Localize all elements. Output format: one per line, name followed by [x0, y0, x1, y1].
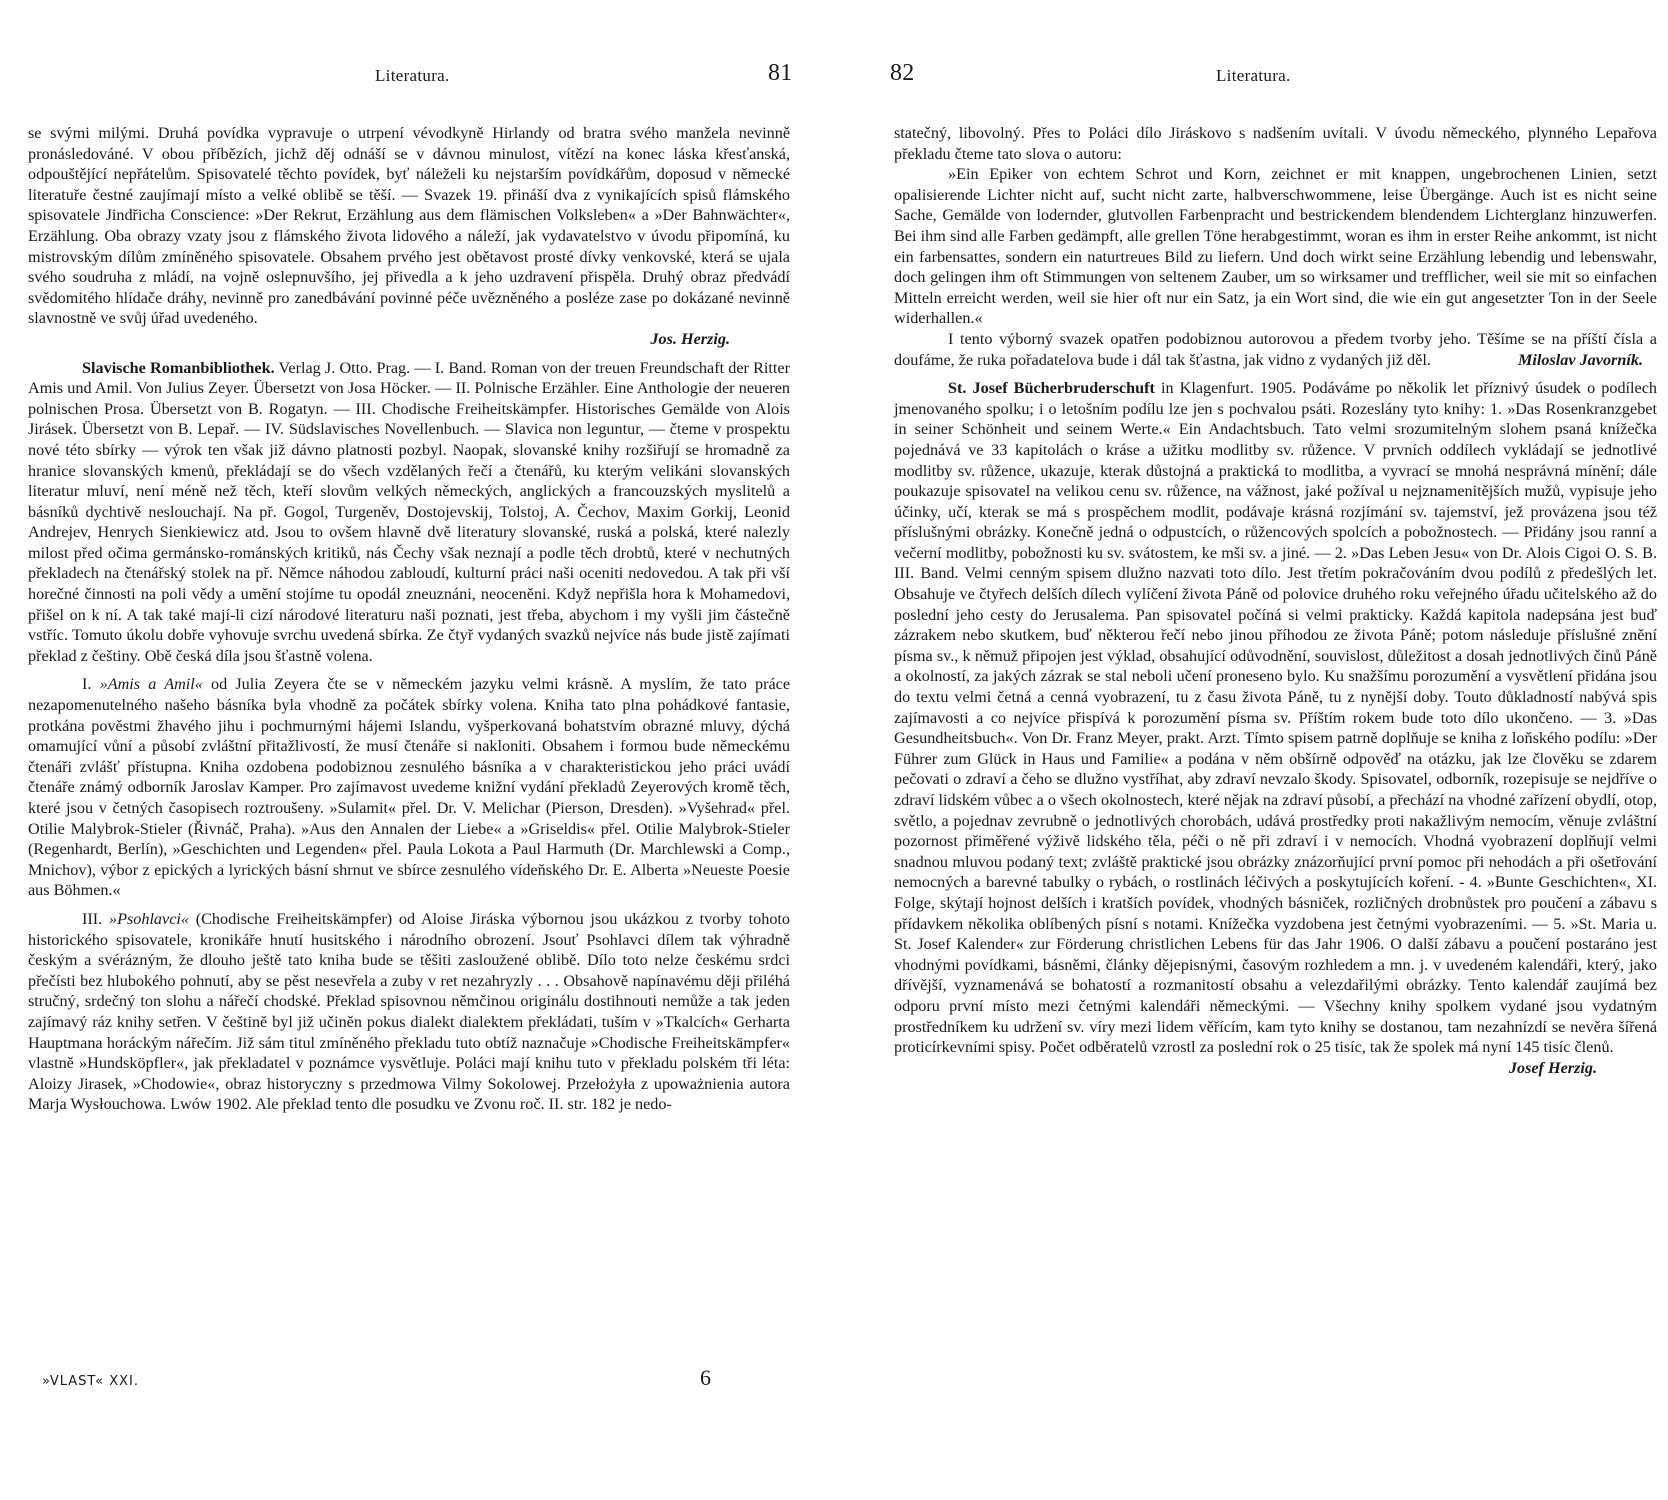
- review-title: Slavische Romanbibliothek.: [82, 358, 275, 377]
- closing-paragraph: [894, 329, 1657, 370]
- review-bucherbruderschaft: [894, 378, 1657, 1058]
- signature-javornik: Miloslav Javorník.: [1517, 350, 1643, 369]
- right-page-header: [834, 58, 1668, 98]
- review-text: Verlag J. Otto. Prag. — I. Band. Roman von der treuen Freundschaft der Ritter Amis und Amil. Von Julius Zeyer. Übersetzt von Josa Höcker. — II. Polnische Erzähler. Eine Anthologie der neueren polnischen Prosa. Übersetzt von B. Rogatyn. — III. Chodische Freiheitskämpfer. Historisches Gemälde von Alois Jirásek. Übersetzt von B. Lepař. — IV. Südslavisches Novellenbuch. — Slavica non leguntur, — čteme v prospektu nové této sbírky — výrok ten však již dávno platnosti pozbyl. Naopak, slovanské knihy rozšiřují se hromadně za hranice slovanských kmenů, překládají se do všech vzdělaných řečí a čtenářů, ku kterým velikáni slovanských literatur mluví, není méně než těch, kteří slovům velkých německých, anglických a francouzských myslitelů a básníků dychtivě neslouchají. Na př. Gogol, Turgeněv, Dostojevskij, Tolstoj, A. Čechov, Maxim Gorkij, Leonid Andrejev, Henrych Sienkiewicz atd. Jsou to ovšem hlavně dvě literatury slovanské, ruská a polská, které nalezly milost před očima germánsko-románských kritiků, nás Čechy však neznají a podle těch drobtů, které v nechutných překladech na čtenářský stolek na př. Němce náhodou zabloudí, kulturní práci naši oceniti nedovedou. A tak při vší horečné činnosti na poli vědy a umění stojíme tu opodál zneuznáni, neoceněni. Když nepřišla hora k Mohamedovi, přišel on k ní. A tak také mají-li cizí národové literaturu naši poznati, jest třeba, abychom i my vyšli jim částečně vstříc. Tomuto úkolu dobře vyhovuje svrchu uvedená sbírka. Ze čtyř vydaných svazků nejvíce nás bude jistě zajímati překlad z češtiny. Obě česká díla jsou šťastně volena.: [28, 358, 790, 665]
- running-title: Literatura.: [1216, 66, 1291, 85]
- review-slavische-romanbibliothek: [28, 358, 790, 667]
- review-psohlavci: [28, 909, 790, 1115]
- volume-number: III.: [82, 909, 109, 928]
- review-text: in Klagenfurt. 1905. Podáváme po několik let příznivý úsudek o podílech jmenovaného spolku; i o letošním podílu lze jen s pochvalou psáti. Rozeslány tyto knihy: 1. »Das Rosenkranzgebet in seiner Schönheit und seinem Werte.« Ein Andachtsbuch. Tato velmi srozumitelným slohem psaná knížečka pojednává ve 33 kapitolách o kráse a užitku modlitby sv. růžence. V prvních oddílech vykládají se jednotlivé modlitby sv. růžence, ukazuje, kterak důstojná a praktická to modlitba, a vyvrací se mnohá nesprávná mínění; dále poukazuje spisovatel na velikou cenu sv. růžence, na vážnost, jaké požíval u nejznamenitějších mužů, vypisuje jeho účinky, učí, kterak se má s prospěchem modlit, podávaje krásná rozjímání sv. tajemství, jež provázena jsou též příslušnými obrázky. Konečně jedná o odpustcích, o růžencových spolcích a pobožnostech. — Přidány jsou ranní a večerní modlitby, pobožnosti ku sv. svátostem, ke mši sv. a jiné. — 2. »Das Leben Jesu« von Dr. Alois Cigoi O. S. B. III. Band. Velmi cenným spisem dlužno nazvati toto dílo. Jest třetím pokračováním dvou podílů z předešlých let. Obsahuje ve čtyřech delších dílech vylíčení života Páně od polovice druhého roku veřejného úřadu učitelského až do poslední jeho cesty do Jerusalema. Pan spisovatel počíná si velmi prakticky. Každá kapitola nadepsána jest buď zázrakem nebo skutkem, buď některou řečí nebo jinou příhodou ze života Páně; potom následuje příslušné znění písma sv., k němuž připojen jest výklad, obsahující odůvodnění, souvislost, důležitost a dosah jednotlivých činů Páně a okolností, za jakých zázrak se stal neboli učení proneseno bylo. Ku snažšímu porozumění a vysvětlení přidána jsou do textu velmi četná a cenná vyobrazení, tu z času života Páně, tu z nynější doby. Touto důkladností nabývá spis zajímavosti a co nejvíce přispívá k porozumění písma sv. Příštím rokem bude toto dílo ukončeno. — 3. »Das Gesundheitsbuch«. Von Dr. Franz Meyer, prakt. Arzt. Tímto spisem patrně doplňuje se kniha z loňského podílu: »Der Führer zum Glück in Haus und Familie« a podána v něm obšírně odpověď na otázku, jak lze člověku se zdarem pečovati o zdraví a čeho se dlužno vystříhat, aby zdraví nevzalo škody. Spisovatel, odborník, rozepisuje se nejdříve o zdraví lidském vůbec a o všech okolnostech, které nějak na zdraví působí, a přechází na vhodné zařízení obydlí, otop, světlo, a pojednav zevrubně o jednotlivých chorobách, udává prostředky proti nakažlivým nemocím, věnuje zvláštní pozornost přiměřené výživě lidského těla, péči o ně při zdraví i v nemocích. Vhodná vyobrazení doplňují velmi snadnou mluvou podaný text; zvláště praktické jsou obrázky znázorňující první pomoc při nehodách a při ošetřování nemocných a barevné tabulky o rybách, o rostlinách léčivých a poskytujících koření. - 4. »Bunte Geschichten«, XI. Folge, skýtají hojnost delších i kratších povídek, vhodných básniček, rozličných drobnůstek pro poučení a zábavu s přídavkem několika oblíbených písní s notami. Knížečka vyzdobena jest četnými vyobrazeními. — 5. »St. Maria u. St. Josef Kalender« zur Förderung christlichen Lebens für das Jahr 1906. O další zábavu a poučení postaráno jest vhodnými povídkami, básněmi, články dějepisnými, časovým rozhledem a mn. j. v uvedeném kalendáři, který, jako dřívější, vyznamenává se bohatostí a rozmanitostí obsahu a velezdařilými obrázky. Tento kalendář zaujímá bez odporu první místo mezi četnými kalendáři německými. — Všechny knihy spolkem vydané jsou vydatným prostředníkem ku udržení sv. víry mezi lidem věřícím, kam tyto knihy se dostanou, tam nezahnízdí se nevěra šířená proticírkevními spisy. Počet odběratelů vzrostl za poslední rok o 25 tisíc, tak že spolek má nyní 145 tisíc členů.: [894, 379, 1657, 1057]
- left-page-header: [0, 58, 834, 98]
- right-page-body: [894, 123, 1657, 1078]
- left-page-footer: [30, 1365, 792, 1395]
- running-title: Literatura.: [375, 66, 450, 85]
- paragraph-continuation: statečný, libovolný. Přes to Poláci dílo Jiráskovo s nadšením uvítali. V úvodu německého, plynného Lepařova překladu čteme tato slova o autoru:: [894, 124, 1657, 163]
- page-number: 82: [890, 60, 915, 86]
- review-title: St. Josef Bücherbruderschuft: [948, 379, 1155, 398]
- work-title: »Amis a Amil«: [99, 675, 203, 694]
- review-text: od Julia Zeyera čte se v německém jazyku velmi krásně. A myslím, že tato práce nezapomenutelného našeho básníka byla vhodně za počátek sbírky volena. Kniha tato plna pohádkové fantasie, protkána pověstmi žhavého jihu i pochmurnými hájemi Islandu, vyšperkovaná bohatstvím obrazné mluvy, dýchá omamující vůní a působí zvláštní přitažlivostí, že musí čtenáře si nakloniti. Obsahem i formou bude německému čtenáři zvlášť přístupna. Kniha ozdobena podobiznou zesnulého básníka a v charakteristickou jeho práci uvádí čtenáře známý odborník Jaroslav Kamper. Pro zajímavost uvedeme knižní vydání překladů Zeyerových kromě těch, které jsou v četných časopisech roztroušeny. »Sulamit« přel. Dr. V. Melichar (Pierson, Dresden). »Vyšehrad« přel. Otilie Malybrok-Stieler (Řivnáč, Praha). »Aus den Annalen der Liebe« a »Griseldis« přel. Otilie Malybrok-Stieler (Regenhardt, Berlín), »Geschichten und Legenden« přel. Paula Lokota a Paul Harmuth (Dr. Marchlewski a Comp., Mnichov), výbor z epických a lyrických básní shrnut ve sbírce zesnulého vídeňského Dr. E. Alberta »Neueste Poesie aus Böhmen.«: [28, 675, 791, 900]
- closing-text: I tento výborný svazek opatřen podobiznou autorovou a předem tvorby jeho. Těšíme se na příští čísla a doufáme, že ruka pořadatelova bude i dál tak šťastna, jak vidno z vydaných již děl.: [894, 329, 1657, 369]
- sheet-number: 6: [700, 1365, 711, 1390]
- left-page-body: [28, 123, 790, 1115]
- signature-herzig: Jos. Herzig.: [650, 329, 730, 348]
- work-title: »Psohlavci«: [108, 909, 189, 928]
- journal-signature: »VLAST« XXI.: [42, 1374, 140, 1389]
- review-amis-a-amil: [28, 674, 790, 901]
- german-quote: »Ein Epiker von echtem Schrot und Korn, zeichnet er mit knappen, ungebrochenen Linien, setzt opalisierende Lichter nicht auf, sucht nicht zarte, halbverschwommene, leise Übergänge. Auch ist es nicht seine Sache, Gemälde von lodernder, glutvollen Farbenpracht und bestrickendem blendendem Lichterglanz hinzuwerfen. Bei ihm sind alle Farben gedämpft, alle grellen Töne herabgestimmt, woran es ihm in erster Reihe ankommt, ist nicht ein farbensattes, sondern ein naturtreues Bild zu liefern. Und doch wirkt seine Erzählung lebendig und lebenswahr, doch gelingen ihm oft Stimmungen von seltenem Zauber, um so wirksamer und trefflicher, weil sie mit so einfachen Mitteln erreicht werden, weil sie hier oft nur ein Satz, ja ein Wort sind, die wie ein gut angesetzter Ton in der Seele widerhallen.«: [894, 165, 1657, 328]
- signature-herzig: Josef Herzig.: [1508, 1058, 1597, 1077]
- right-page: [834, 0, 1668, 1500]
- paragraph-continuation: se svými milými. Druhá povídka vypravuje o utrpení vévodkyně Hirlandy od bratra svého manžela nevinně pronásledováné. V obou příbězích, jichž děj odnáší se v dávnou minulost, vítězí na konec láska křesťanská, odpouštějící nepřátelům. Spisovatelé těchto povídek, byť náleželi ku nejstarším povídkářům, doposud v německé literatuře čestné zaujímají místo a velké oblibě se těší. — Svazek 19. přináší dva z vynikajících spisů flámského spisovatele Jindřicha Conscience: »Der Rekrut, Erzählung aus dem flämischen Volksleben« a »Der Bahnwächter«, Erzählung. Oba obrazy vzaty jsou z flámského života lidového a náleží, jak vydavatelstvo v úvodu připomíná, ku mistrovským dílům zmíněného spisovatele. Obsahem prvého jest obětavost prosté dívky venkovské, která se ujala svého soudruha z mládí, na vojně oslepnuvšího, jej přivedla a k jeho uzdravení přispěla. Druhý obraz předvádí svědomitého hlídače dráhy, nevinně pro zanedbávání povinné péče uvězněného a posléze zase po dokázané nevinně slavnostně ve svůj úřad uvedeného.: [28, 124, 790, 328]
- page-number: 81: [768, 60, 793, 86]
- volume-number: I.: [82, 675, 100, 694]
- review-text: (Chodische Freiheitskämpfer) od Aloise Jiráska výbornou jsou ukázkou z tvorby tohoto historického spisovatele, kronikáře hnutí husitského i národního obrození. Jsouť Psohlavci dílem tak výhradně českým a svérázným, že dlouho ještě tato kniha bude se těšiti zasloužené oblibě. Dílo toto nelze českému srdci přečísti bez hlubokého pohnutí, aby se pěst nesevřela a zuby v ret nezahryzly . . . Obsahově napínavému ději přiléhá stručný, srdečný ton slohu a nářečí chodské. Překlad spisovnou němčinou originálu dostihnouti nemůže a tak jeden zajímavý ráz knihy setřen. V češtině byl již učiněn pokus dialekt dialektem překládati, tuším v »Tkalcích« Gerharta Hauptmana horáckým nářečím. Již sám titul zmíněného překladu tuto obtíž naznačuje »Chodische Freiheitskämpfer« vlastně »Hundsköpfler«, jak překladatel v poznámce vysvětluje. Poláci mají knihu tuto v překladu polském tři léta: Aloizy Jirasek, »Chodowie«, obraz historyczny s przedmowa Vilmy Sokolowej. Przełożyła z upoważnienia autora Marja Wysłouchowa. Lwów 1902. Ale překlad tento dle posudku ve Zvonu roč. II. str. 182 je nedo-: [28, 909, 790, 1114]
